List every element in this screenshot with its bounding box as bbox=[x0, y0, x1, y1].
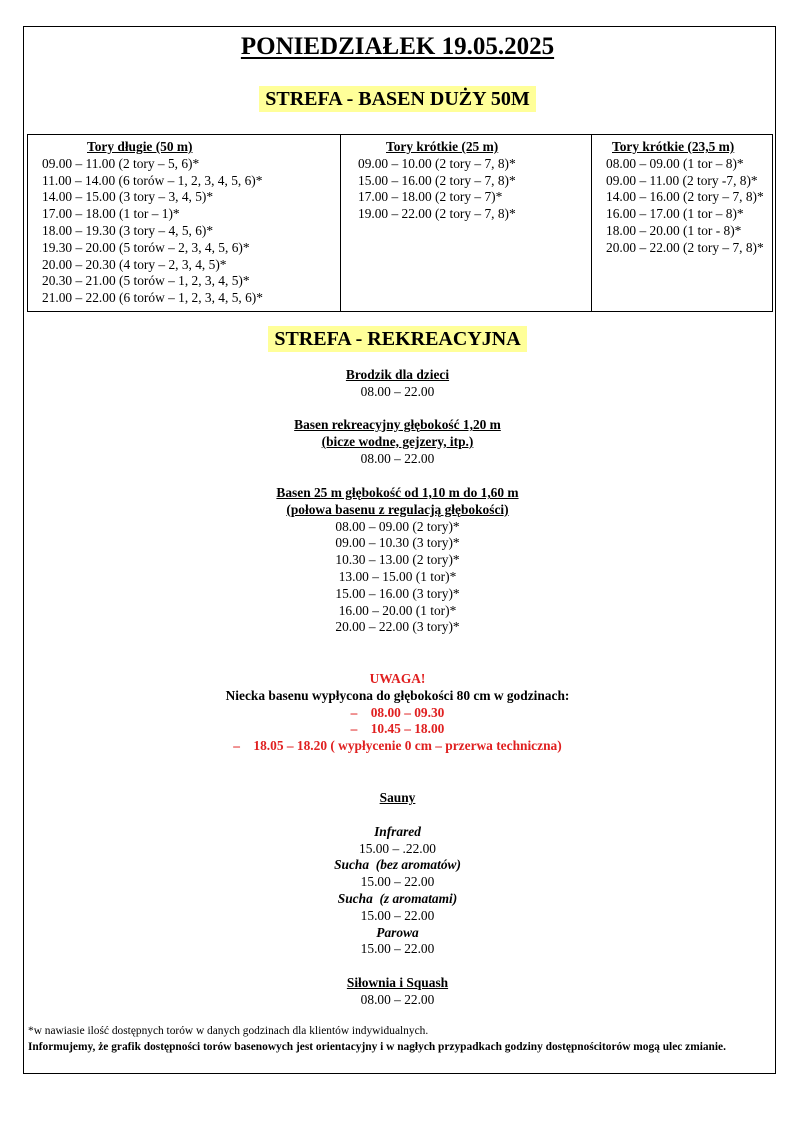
warning-text: Niecka basenu wypłycona do głębokości 80 cm w godzinach: bbox=[225, 687, 570, 703]
footer-info: Informujemy, że grafik dostępności torów basenowych jest orientacyjny i w nagłych przypadkach godziny dostępnościtorów mogą ulec zmianie. bbox=[28, 1041, 726, 1053]
lane-slot: 20.30 – 21.00 (5 torów – 1, 2, 3, 4, 5)* bbox=[42, 273, 250, 289]
footer-note: *w nawiasie ilość dostępnych torów w danych godzinach dla klientów indywidualnych. bbox=[28, 1025, 429, 1037]
recreation-pool-section bbox=[0, 417, 795, 467]
recreation-pool-subtitle: (bicze wodne, gejzery, itp.) bbox=[321, 433, 474, 449]
saunas-section bbox=[0, 790, 795, 958]
zone-large-pool-heading: STREFA - BASEN DUŻY 50M bbox=[0, 86, 795, 114]
lane-slot: 19.30 – 20.00 (5 torów – 2, 3, 4, 5, 6)* bbox=[42, 239, 250, 255]
sauna-hours: 15.00 – 22.00 bbox=[360, 907, 435, 923]
lane-slot: 17.00 – 18.00 (1 tor – 1)* bbox=[42, 206, 180, 222]
footer bbox=[28, 1023, 773, 1055]
sauna-name: Infrared bbox=[374, 823, 421, 839]
pool-25-slot: 15.00 – 16.00 (3 tory)* bbox=[335, 585, 460, 601]
gym-hours: 08.00 – 22.00 bbox=[360, 991, 435, 1007]
brodzik-title: Brodzik dla dzieci bbox=[345, 367, 450, 382]
pool-25-slot: 09.00 – 10.30 (3 tory)* bbox=[335, 535, 460, 551]
lanes-column-short-25 bbox=[341, 135, 592, 312]
lane-slot: 19.00 – 22.00 (2 tory – 7, 8)* bbox=[358, 206, 516, 222]
page-title: PONIEDZIAŁEK 19.05.2025 bbox=[240, 33, 555, 60]
lane-slot: 09.00 – 11.00 (2 tory – 5, 6)* bbox=[42, 155, 200, 171]
pool-25-slot: 13.00 – 15.00 (1 tor)* bbox=[338, 568, 457, 584]
warning-slot: – 10.45 – 18.00 bbox=[350, 721, 445, 737]
lane-slot: 09.00 – 11.00 (2 tory -7, 8)* bbox=[606, 172, 758, 188]
lanes-column-long bbox=[28, 135, 341, 312]
lane-slot: 18.00 – 19.30 (3 tory – 4, 5, 6)* bbox=[42, 222, 214, 238]
lane-slot: 18.00 – 20.00 (1 tor - 8)* bbox=[606, 222, 742, 238]
lanes-column-header: Tory krótkie (25 m) bbox=[386, 139, 499, 154]
lanes-column-header: Tory krótkie (23,5 m) bbox=[612, 139, 735, 154]
brodzik-section bbox=[0, 367, 795, 401]
pool-25-subtitle: (połowa basenu z regulacją głębokości) bbox=[286, 501, 509, 517]
pool-25-section bbox=[0, 485, 795, 636]
warning-slot: – 18.05 – 18.20 ( wypłycenie 0 cm – przerwa techniczna) bbox=[233, 738, 562, 754]
lane-slot: 14.00 – 15.00 (3 tory – 3, 4, 5)* bbox=[42, 189, 214, 205]
warning-slot: – 08.00 – 09.30 bbox=[350, 704, 445, 720]
pool-25-slot: 16.00 – 20.00 (1 tor)* bbox=[338, 602, 457, 618]
lane-slot: 20.00 – 20.30 (4 tory – 2, 3, 4, 5)* bbox=[42, 256, 227, 272]
warning-section bbox=[0, 671, 795, 755]
lane-slot: 17.00 – 18.00 (2 tory – 7)* bbox=[358, 189, 503, 205]
sauna-name: Sucha (bez aromatów) bbox=[334, 857, 461, 873]
pool-25-slot: 20.00 – 22.00 (3 tory)* bbox=[335, 619, 460, 635]
lane-slot: 15.00 – 16.00 (2 tory – 7, 8)* bbox=[358, 172, 516, 188]
lane-slot: 14.00 – 16.00 (2 tory – 7, 8)* bbox=[606, 189, 764, 205]
lanes-column-header: Tory długie (50 m) bbox=[87, 139, 193, 154]
lane-slot: 11.00 – 14.00 (6 torów – 1, 2, 3, 4, 5, 6)* bbox=[42, 172, 263, 188]
lane-slot: 16.00 – 17.00 (1 tor – 8)* bbox=[606, 206, 744, 222]
sauna-hours: 15.00 – 22.00 bbox=[360, 941, 435, 957]
zone-recreation-heading: STREFA - REKREACYJNA bbox=[0, 326, 795, 354]
sauna-name: Sucha (z aromatami) bbox=[337, 890, 458, 906]
sauna-hours: 15.00 – 22.00 bbox=[360, 874, 435, 890]
warning-label: UWAGA! bbox=[369, 671, 426, 686]
recreation-pool-title: Basen rekreacyjny głębokość 1,20 m bbox=[294, 417, 501, 432]
sauna-hours: 15.00 – .22.00 bbox=[359, 840, 436, 856]
lane-slot: 21.00 – 22.00 (6 torów – 1, 2, 3, 4, 5, 6)* bbox=[42, 290, 263, 306]
pool-25-slot: 08.00 – 09.00 (2 tory)* bbox=[335, 518, 460, 534]
pool-25-slot: 10.30 – 13.00 (2 tory)* bbox=[335, 552, 460, 568]
recreation-pool-hours: 08.00 – 22.00 bbox=[360, 450, 435, 466]
lanes-column-short-23-5 bbox=[592, 135, 773, 312]
lane-slot: 09.00 – 10.00 (2 tory – 7, 8)* bbox=[358, 155, 516, 171]
lanes-table bbox=[27, 134, 773, 312]
brodzik-hours: 08.00 – 22.00 bbox=[360, 383, 435, 399]
gym-title: Siłownia i Squash bbox=[346, 975, 449, 990]
lane-slot: 08.00 – 09.00 (1 tor – 8)* bbox=[606, 155, 744, 171]
gym-section bbox=[0, 975, 795, 1009]
lane-slot: 20.00 – 22.00 (2 tory – 7, 8)* bbox=[606, 239, 764, 255]
sauna-name: Parowa bbox=[376, 924, 419, 940]
saunas-title: Sauny bbox=[379, 790, 416, 805]
pool-25-title: Basen 25 m głębokość od 1,10 m do 1,60 m bbox=[276, 485, 519, 500]
